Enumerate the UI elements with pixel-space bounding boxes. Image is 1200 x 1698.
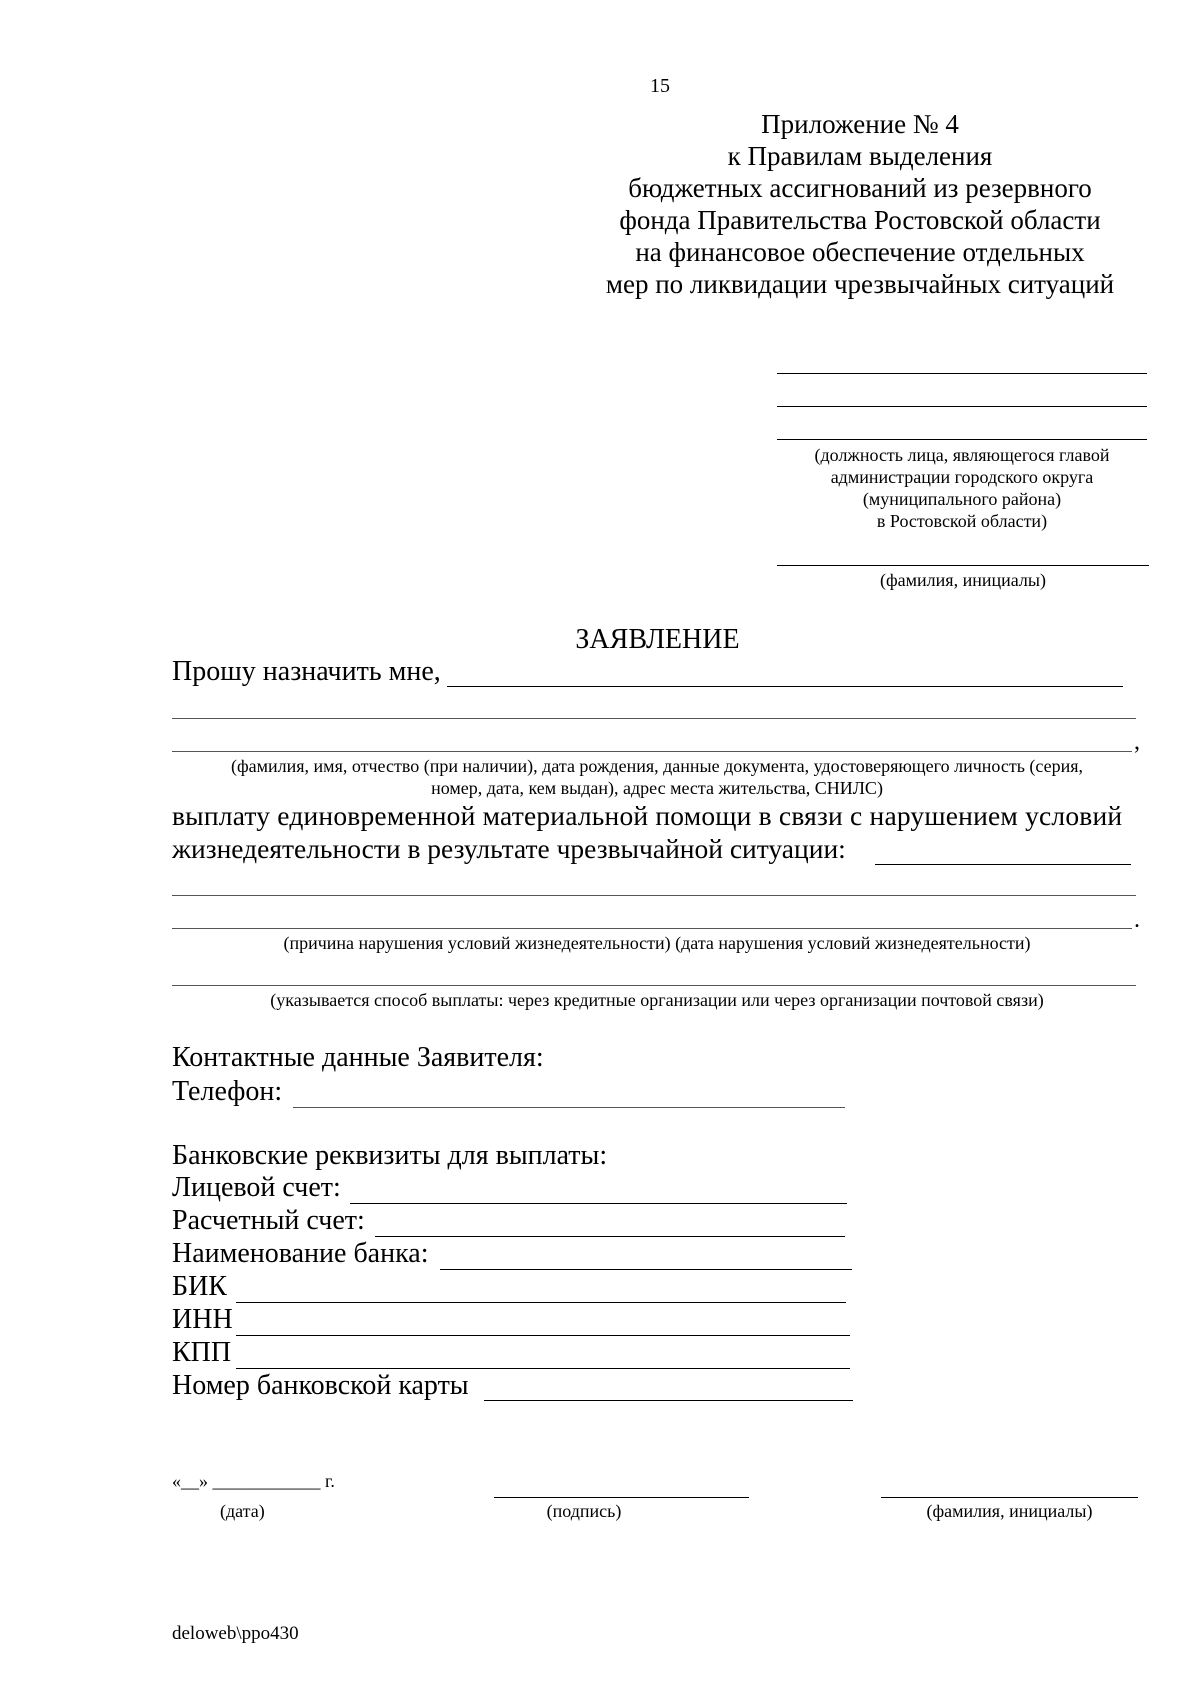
signature-caption: (подпись) [546, 1501, 622, 1521]
payment-method-line[interactable] [172, 985, 1136, 986]
contacts-heading: Контактные данные Заявителя: [172, 1042, 544, 1073]
phone-label: Телефон: [172, 1076, 283, 1107]
annex-line: мер по ликвидации чрезвычайных ситуаций [605, 269, 1115, 299]
bank-field-label: Расчетный счет: [172, 1205, 365, 1236]
period: . [1134, 907, 1140, 933]
bank-heading: Банковские реквизиты для выплаты: [172, 1140, 608, 1171]
annex-line: фонда Правительства Ростовской области [619, 205, 1101, 235]
addressee-caption: в Ростовской области) [876, 511, 1048, 531]
bank-field-label: БИК [172, 1271, 227, 1302]
emergency-line[interactable] [875, 864, 1131, 865]
footer-code: deloweb\ppo430 [172, 1623, 299, 1644]
date-field[interactable]: «__» ____________ г. [172, 1471, 335, 1491]
document-title: ЗАЯВЛЕНИЕ [575, 624, 740, 655]
bank-field-label: Наименование банка: [172, 1238, 429, 1269]
addressee-position-line[interactable] [777, 373, 1147, 374]
bank-field-label: Лицевой счет: [172, 1172, 341, 1203]
bank-field-label: Номер банковской карты [172, 1370, 469, 1401]
signature-line[interactable] [494, 1497, 749, 1498]
settlement-account-field[interactable] [375, 1236, 845, 1237]
request-body-line: жизнедеятельности в результате чрезвычайной ситуации: [172, 833, 846, 864]
bank-name-field[interactable] [440, 1269, 852, 1270]
inn-field[interactable] [236, 1335, 850, 1336]
addressee-position-line[interactable] [777, 439, 1147, 440]
applicant-details-line[interactable] [172, 718, 1136, 719]
card-number-field[interactable] [484, 1400, 853, 1401]
applicant-caption: (фамилия, имя, отчество (при наличии), дата рождения, данные документа, удостоверяющего личность (серия, [230, 756, 1084, 776]
addressee-caption: (должность лица, являющегося главой [814, 445, 1110, 465]
request-intro: Прошу назначить мне, [172, 656, 441, 687]
applicant-caption: номер, дата, кем выдан), адрес места жительства, СНИЛС) [431, 778, 883, 798]
phone-field[interactable] [293, 1107, 845, 1108]
addressee-caption: администрации городского округа [830, 467, 1094, 487]
signatory-name-caption: (фамилия, инициалы) [926, 1501, 1093, 1521]
annex-line: на финансовое обеспечение отдельных [635, 237, 1085, 267]
addressee-position-line[interactable] [777, 406, 1147, 407]
addressee-name-caption: (фамилия, инициалы) [880, 570, 1046, 590]
request-body-line: выплату единовременной материальной помощи в связи с нарушением условий [172, 800, 1123, 831]
bank-field-label: ИНН [172, 1304, 233, 1335]
annex-line: к Правилам выделения [727, 141, 993, 171]
date-caption: (дата) [220, 1501, 265, 1521]
applicant-name-line[interactable] [447, 686, 1123, 687]
bik-field[interactable] [236, 1302, 846, 1303]
comma: , [1134, 729, 1140, 755]
personal-account-field[interactable] [350, 1203, 847, 1204]
applicant-details-line[interactable] [172, 751, 1132, 752]
bank-field-label: КПП [172, 1337, 232, 1368]
emergency-details-line[interactable] [172, 928, 1132, 929]
addressee-caption: (муниципального района) [862, 489, 1062, 509]
annex-line: Приложение № 4 [761, 109, 959, 139]
signatory-name-line[interactable] [881, 1497, 1138, 1498]
page-number: 15 [650, 75, 670, 97]
annex-line: бюджетных ассигнований из резервного [628, 173, 1092, 203]
payment-caption: (указывается способ выплаты: через кредитные организации или через организации почтовой связи) [270, 990, 1044, 1010]
addressee-name-line[interactable] [777, 565, 1149, 566]
reason-caption: (причина нарушения условий жизнедеятельности) (дата нарушения условий жизнедеятельности) [283, 933, 1031, 953]
kpp-field[interactable] [236, 1368, 850, 1369]
emergency-details-line[interactable] [172, 895, 1136, 896]
